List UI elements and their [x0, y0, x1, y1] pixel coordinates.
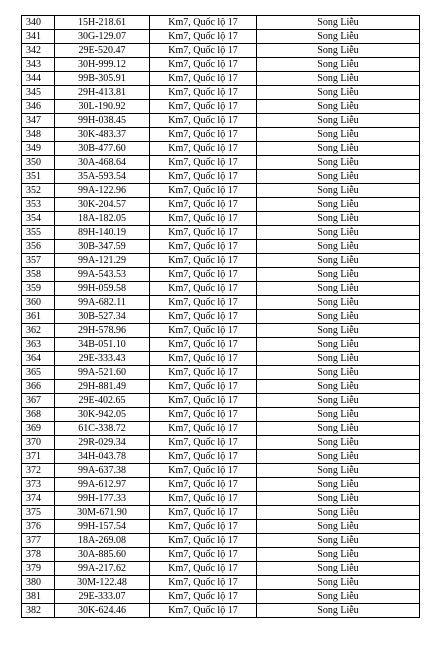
area-cell: Song Liễu	[257, 240, 420, 254]
area-cell: Song Liễu	[257, 604, 420, 618]
location-cell: Km7, Quốc lộ 17	[150, 506, 257, 520]
table-body	[22, 16, 420, 618]
license-plate-cell: 99H-059.58	[55, 282, 150, 296]
location-cell: Km7, Quốc lộ 17	[150, 198, 257, 212]
license-plate-cell: 30L-190.92	[55, 100, 150, 114]
location-cell: Km7, Quốc lộ 17	[150, 100, 257, 114]
area-cell: Song Liễu	[257, 30, 420, 44]
license-plate-cell: 29H-881.49	[55, 380, 150, 394]
location-cell: Km7, Quốc lộ 17	[150, 520, 257, 534]
area-cell: Song Liễu	[257, 128, 420, 142]
license-plate-cell: 99A-612.97	[55, 478, 150, 492]
table-row	[22, 296, 420, 310]
license-plate-cell: 18A-269.08	[55, 534, 150, 548]
location-cell: Km7, Quốc lộ 17	[150, 422, 257, 436]
row-number-cell: 345	[22, 86, 55, 100]
location-cell: Km7, Quốc lộ 17	[150, 86, 257, 100]
location-cell: Km7, Quốc lộ 17	[150, 128, 257, 142]
row-number-cell: 361	[22, 310, 55, 324]
location-cell: Km7, Quốc lộ 17	[150, 324, 257, 338]
table-row	[22, 128, 420, 142]
area-cell: Song Liễu	[257, 548, 420, 562]
license-plate-cell: 89H-140.19	[55, 226, 150, 240]
area-cell: Song Liễu	[257, 142, 420, 156]
location-cell: Km7, Quốc lộ 17	[150, 16, 257, 30]
license-plate-cell: 99H-038.45	[55, 114, 150, 128]
row-number-cell: 373	[22, 478, 55, 492]
license-plate-cell: 29H-578.96	[55, 324, 150, 338]
license-plate-cell: 99H-157.54	[55, 520, 150, 534]
row-number-cell: 374	[22, 492, 55, 506]
row-number-cell: 367	[22, 394, 55, 408]
license-plate-cell: 34H-043.78	[55, 450, 150, 464]
license-plate-cell: 99A-543.53	[55, 268, 150, 282]
area-cell: Song Liễu	[257, 422, 420, 436]
license-plate-cell: 29H-413.81	[55, 86, 150, 100]
location-cell: Km7, Quốc lộ 17	[150, 184, 257, 198]
table-row	[22, 212, 420, 226]
location-cell: Km7, Quốc lộ 17	[150, 254, 257, 268]
table-row	[22, 408, 420, 422]
area-cell: Song Liễu	[257, 170, 420, 184]
row-number-cell: 346	[22, 100, 55, 114]
table-row	[22, 422, 420, 436]
area-cell: Song Liễu	[257, 184, 420, 198]
area-cell: Song Liễu	[257, 352, 420, 366]
location-cell: Km7, Quốc lộ 17	[150, 604, 257, 618]
location-cell: Km7, Quốc lộ 17	[150, 114, 257, 128]
table-row	[22, 30, 420, 44]
license-plate-cell: 29E-333.43	[55, 352, 150, 366]
license-plate-cell: 30B-527.34	[55, 310, 150, 324]
location-cell: Km7, Quốc lộ 17	[150, 464, 257, 478]
row-number-cell: 348	[22, 128, 55, 142]
license-plate-cell: 29E-333.07	[55, 590, 150, 604]
location-cell: Km7, Quốc lộ 17	[150, 226, 257, 240]
license-plate-cell: 99A-521.60	[55, 366, 150, 380]
table-row	[22, 464, 420, 478]
location-cell: Km7, Quốc lộ 17	[150, 142, 257, 156]
row-number-cell: 359	[22, 282, 55, 296]
location-cell: Km7, Quốc lộ 17	[150, 576, 257, 590]
location-cell: Km7, Quốc lộ 17	[150, 282, 257, 296]
area-cell: Song Liễu	[257, 44, 420, 58]
table-row	[22, 562, 420, 576]
area-cell: Song Liễu	[257, 394, 420, 408]
license-plate-cell: 30B-477.60	[55, 142, 150, 156]
license-plate-cell: 99A-637.38	[55, 464, 150, 478]
license-plate-cell: 30K-483.37	[55, 128, 150, 142]
table-row	[22, 352, 420, 366]
row-number-cell: 370	[22, 436, 55, 450]
row-number-cell: 379	[22, 562, 55, 576]
table-row	[22, 268, 420, 282]
row-number-cell: 368	[22, 408, 55, 422]
area-cell: Song Liễu	[257, 576, 420, 590]
area-cell: Song Liễu	[257, 562, 420, 576]
area-cell: Song Liễu	[257, 408, 420, 422]
area-cell: Song Liễu	[257, 114, 420, 128]
area-cell: Song Liễu	[257, 58, 420, 72]
row-number-cell: 365	[22, 366, 55, 380]
row-number-cell: 353	[22, 198, 55, 212]
location-cell: Km7, Quốc lộ 17	[150, 72, 257, 86]
area-cell: Song Liễu	[257, 366, 420, 380]
row-number-cell: 354	[22, 212, 55, 226]
row-number-cell: 351	[22, 170, 55, 184]
row-number-cell: 340	[22, 16, 55, 30]
location-cell: Km7, Quốc lộ 17	[150, 30, 257, 44]
table-row	[22, 478, 420, 492]
table-row	[22, 16, 420, 30]
license-plate-cell: 99A-217.62	[55, 562, 150, 576]
table-row	[22, 100, 420, 114]
license-plate-cell: 30K-204.57	[55, 198, 150, 212]
area-cell: Song Liễu	[257, 268, 420, 282]
license-plate-cell: 30B-347.59	[55, 240, 150, 254]
table-row	[22, 436, 420, 450]
license-plate-cell: 30G-129.07	[55, 30, 150, 44]
row-number-cell: 347	[22, 114, 55, 128]
location-cell: Km7, Quốc lộ 17	[150, 170, 257, 184]
table-row	[22, 170, 420, 184]
license-plate-cell: 15H-218.61	[55, 16, 150, 30]
area-cell: Song Liễu	[257, 436, 420, 450]
table-row	[22, 198, 420, 212]
license-plate-cell: 99A-122.96	[55, 184, 150, 198]
location-cell: Km7, Quốc lộ 17	[150, 590, 257, 604]
table-row	[22, 338, 420, 352]
license-plate-cell: 99H-177.33	[55, 492, 150, 506]
area-cell: Song Liễu	[257, 324, 420, 338]
location-cell: Km7, Quốc lộ 17	[150, 450, 257, 464]
area-cell: Song Liễu	[257, 254, 420, 268]
row-number-cell: 360	[22, 296, 55, 310]
row-number-cell: 381	[22, 590, 55, 604]
location-cell: Km7, Quốc lộ 17	[150, 212, 257, 226]
area-cell: Song Liễu	[257, 478, 420, 492]
location-cell: Km7, Quốc lộ 17	[150, 338, 257, 352]
license-plate-cell: 30A-885.60	[55, 548, 150, 562]
license-plate-cell: 35A-593.54	[55, 170, 150, 184]
area-cell: Song Liễu	[257, 296, 420, 310]
location-cell: Km7, Quốc lộ 17	[150, 380, 257, 394]
table-row	[22, 576, 420, 590]
area-cell: Song Liễu	[257, 450, 420, 464]
location-cell: Km7, Quốc lộ 17	[150, 492, 257, 506]
table-row	[22, 114, 420, 128]
location-cell: Km7, Quốc lộ 17	[150, 366, 257, 380]
location-cell: Km7, Quốc lộ 17	[150, 240, 257, 254]
location-cell: Km7, Quốc lộ 17	[150, 408, 257, 422]
table-row	[22, 72, 420, 86]
license-plate-cell: 18A-182.05	[55, 212, 150, 226]
row-number-cell: 375	[22, 506, 55, 520]
row-number-cell: 350	[22, 156, 55, 170]
license-plate-cell: 29E-520.47	[55, 44, 150, 58]
row-number-cell: 371	[22, 450, 55, 464]
license-plate-cell: 34B-051.10	[55, 338, 150, 352]
area-cell: Song Liễu	[257, 86, 420, 100]
table-row	[22, 58, 420, 72]
license-plate-cell: 99A-121.29	[55, 254, 150, 268]
row-number-cell: 352	[22, 184, 55, 198]
violations-table	[21, 15, 420, 618]
area-cell: Song Liễu	[257, 338, 420, 352]
row-number-cell: 376	[22, 520, 55, 534]
location-cell: Km7, Quốc lộ 17	[150, 478, 257, 492]
location-cell: Km7, Quốc lộ 17	[150, 534, 257, 548]
row-number-cell: 355	[22, 226, 55, 240]
row-number-cell: 343	[22, 58, 55, 72]
area-cell: Song Liễu	[257, 156, 420, 170]
table-row	[22, 226, 420, 240]
row-number-cell: 341	[22, 30, 55, 44]
area-cell: Song Liễu	[257, 590, 420, 604]
row-number-cell: 369	[22, 422, 55, 436]
location-cell: Km7, Quốc lộ 17	[150, 548, 257, 562]
row-number-cell: 377	[22, 534, 55, 548]
license-plate-cell: 30M-671.90	[55, 506, 150, 520]
license-plate-cell: 30K-942.05	[55, 408, 150, 422]
location-cell: Km7, Quốc lộ 17	[150, 296, 257, 310]
location-cell: Km7, Quốc lộ 17	[150, 58, 257, 72]
row-number-cell: 357	[22, 254, 55, 268]
license-plate-cell: 99B-305.91	[55, 72, 150, 86]
row-number-cell: 356	[22, 240, 55, 254]
row-number-cell: 342	[22, 44, 55, 58]
table-row	[22, 156, 420, 170]
table-row	[22, 492, 420, 506]
table-row	[22, 324, 420, 338]
row-number-cell: 378	[22, 548, 55, 562]
table-row	[22, 380, 420, 394]
table-row	[22, 604, 420, 618]
table-row	[22, 310, 420, 324]
license-plate-cell: 30K-624.46	[55, 604, 150, 618]
row-number-cell: 372	[22, 464, 55, 478]
table-row	[22, 590, 420, 604]
location-cell: Km7, Quốc lộ 17	[150, 268, 257, 282]
row-number-cell: 382	[22, 604, 55, 618]
row-number-cell: 349	[22, 142, 55, 156]
location-cell: Km7, Quốc lộ 17	[150, 562, 257, 576]
license-plate-cell: 29R-029.34	[55, 436, 150, 450]
table-row	[22, 534, 420, 548]
license-plate-cell: 30A-468.64	[55, 156, 150, 170]
location-cell: Km7, Quốc lộ 17	[150, 44, 257, 58]
area-cell: Song Liễu	[257, 72, 420, 86]
row-number-cell: 364	[22, 352, 55, 366]
table-row	[22, 254, 420, 268]
table-row	[22, 506, 420, 520]
license-plate-cell: 61C-338.72	[55, 422, 150, 436]
location-cell: Km7, Quốc lộ 17	[150, 156, 257, 170]
area-cell: Song Liễu	[257, 226, 420, 240]
location-cell: Km7, Quốc lộ 17	[150, 352, 257, 366]
area-cell: Song Liễu	[257, 464, 420, 478]
table-row	[22, 282, 420, 296]
location-cell: Km7, Quốc lộ 17	[150, 436, 257, 450]
area-cell: Song Liễu	[257, 520, 420, 534]
table-row	[22, 520, 420, 534]
location-cell: Km7, Quốc lộ 17	[150, 310, 257, 324]
license-plate-cell: 99A-682.11	[55, 296, 150, 310]
area-cell: Song Liễu	[257, 310, 420, 324]
license-plate-cell: 29E-402.65	[55, 394, 150, 408]
area-cell: Song Liễu	[257, 380, 420, 394]
table-row	[22, 86, 420, 100]
row-number-cell: 358	[22, 268, 55, 282]
area-cell: Song Liễu	[257, 534, 420, 548]
area-cell: Song Liễu	[257, 492, 420, 506]
area-cell: Song Liễu	[257, 16, 420, 30]
area-cell: Song Liễu	[257, 506, 420, 520]
row-number-cell: 366	[22, 380, 55, 394]
row-number-cell: 380	[22, 576, 55, 590]
table-row	[22, 142, 420, 156]
license-plate-cell: 30H-999.12	[55, 58, 150, 72]
table-row	[22, 184, 420, 198]
table-row	[22, 366, 420, 380]
area-cell: Song Liễu	[257, 282, 420, 296]
table-row	[22, 450, 420, 464]
table-row	[22, 548, 420, 562]
area-cell: Song Liễu	[257, 100, 420, 114]
license-plate-cell: 30M-122.48	[55, 576, 150, 590]
area-cell: Song Liễu	[257, 198, 420, 212]
row-number-cell: 362	[22, 324, 55, 338]
table-row	[22, 240, 420, 254]
table-row	[22, 394, 420, 408]
row-number-cell: 344	[22, 72, 55, 86]
area-cell: Song Liễu	[257, 212, 420, 226]
row-number-cell: 363	[22, 338, 55, 352]
location-cell: Km7, Quốc lộ 17	[150, 394, 257, 408]
table-row	[22, 44, 420, 58]
